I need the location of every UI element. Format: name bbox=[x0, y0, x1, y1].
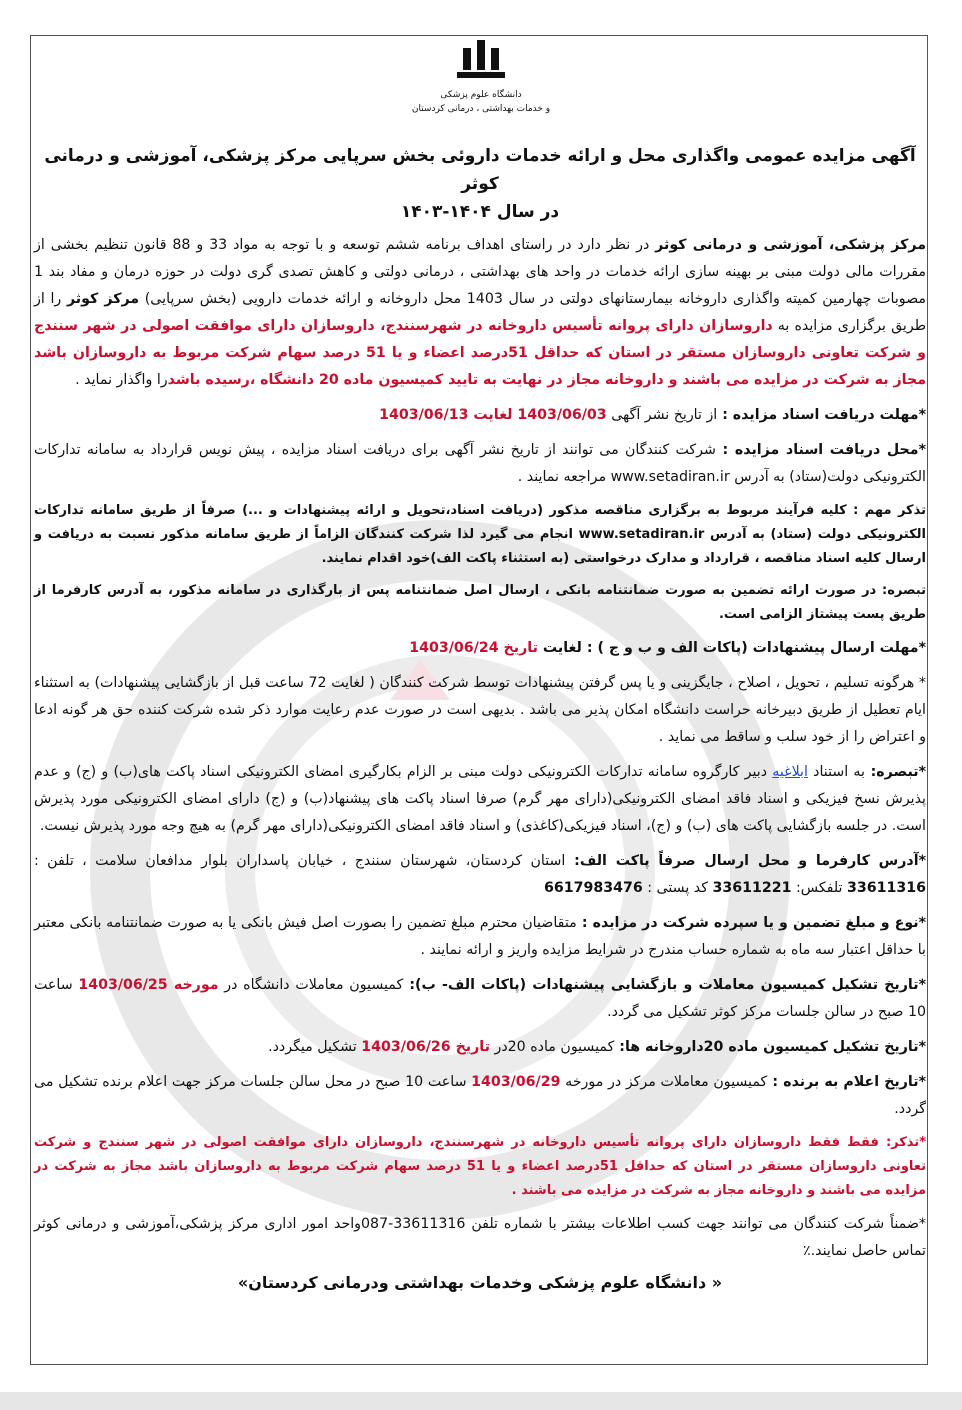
intro-eligibility: داروسازان دارای پروانه تأسیس داروخانه در شهرسنندج، داروسازان دارای موافقت اصولی در شهر سنندج و شرکت تعاونی داروسازان مستقر در استان که حداقل 51درصد اعضاء و یا 51 درصد سهام شرکت مربوط به داروسازان باشد مجاز به شرکت در مزایده می باشند و داروخانه مجاز در نهایت به تایید کمیسیون ماده 20 دانشگاه ،رسیده باشد bbox=[34, 318, 926, 388]
intro-text: در نظر دارد در راستای اهداف برنامه ششم توسعه و با توجه به مواد 33 و 88 قانون تنظیم بخشی از مقررات مالی دولت مبنی بر بهینه سازی ارائه خدمات در واحد های بهداشتی ، درمانی دولتی و کاهش تصدی گری دولت در حوزه درمان و مفاد بند 1 مصوبات چهارمین کمیته واگذاری داروخانه بیمارستانهای دولتی در سال 1403 محل داروخانه و ارائه خدمات دارویی (بخش سرپایی) bbox=[34, 237, 926, 307]
doc-deadline bbox=[34, 402, 926, 429]
footer-university: « دانشگاه علوم پزشکی وخدمات بهداشتی ودرمانی کردستان» bbox=[237, 1273, 723, 1292]
guarantee-text: متقاضیان محترم مبلغ تضمین را بصورت اصل فیش بانکی یا به صورت ضمانتنامه بانکی معتبر با حداقل اعتبار سه ماه به شماره حساب مندرج در شرایط مزایده واریز و ارائه نمایند . bbox=[34, 915, 926, 958]
university-name-line1: دانشگاه علوم پزشکی bbox=[440, 90, 522, 100]
doc-place-label: *محل دریافت اسناد مزایده : bbox=[715, 442, 926, 458]
doc-deadline-dates: 1403/06/03 لغایت 1403/06/13 bbox=[379, 407, 607, 423]
doc-place-text: شرکت کنندگان می توانند از تاریخ نشر آگهی برای دریافت اسناد مزایده ، پیش نویس قرارداد به سامانه تدارکات الکترونیکی دولت(ستاد) به آدرس www.setadiran.ir مراجعه نمایند . bbox=[34, 442, 926, 485]
notice-title-line1: آگهی مزایده عمومی واگذاری محل و ارائه خدمات داروئی بخش سرپایی مرکز پزشکی، آموزشی و درمانی کوثر bbox=[44, 146, 916, 194]
doc-deadline-label: *مهلت دریافت اسناد مزایده : bbox=[717, 407, 926, 423]
bottom-scroll-bar bbox=[0, 1392, 962, 1410]
offer-deadline bbox=[34, 635, 926, 662]
electronic-note-text1: به استناد bbox=[807, 764, 865, 780]
intro-text3: را واگذار نماید . bbox=[75, 372, 168, 388]
winner-text1: کمیسیون معاملات مرکز در مورخه bbox=[560, 1074, 768, 1090]
university-name-line2: و خدمات بهداشتی ، درمانی کردستان bbox=[411, 104, 551, 114]
commission-text2: ساعت 10 صبح در سالن جلسات مرکز کوثر تشکیل می گردد. bbox=[34, 977, 926, 1020]
article20-date: تاریخ 1403/06/26 bbox=[361, 1039, 490, 1055]
commission-info bbox=[34, 972, 926, 1026]
address-postal-label: کد پستی : bbox=[642, 880, 713, 896]
doc-deadline-text: از تاریخ نشر آگهی bbox=[606, 407, 718, 423]
guarantee-note: تبصره: در صورت ارائه تضمین به صورت ضمانتنامه بانکی ، ارسال اصل ضمانتنامه پس از بارگذاری در سامانه مذکور، به آدرس کارفرما از طریق پست پیشتاز الزامی است. bbox=[34, 583, 926, 622]
winner-info bbox=[34, 1069, 926, 1123]
important-reminder bbox=[34, 499, 926, 571]
article20-info bbox=[34, 1034, 926, 1061]
intro-lead: مرکز پزشکی، آموزشی و درمانی کوثر bbox=[655, 237, 926, 253]
address-text: استان کردستان، شهرستان سنندج ، خیابان پاسداران بلوار مدافعان سلامت ، تلفن : bbox=[34, 853, 566, 869]
electronic-note-label: *تبصره: bbox=[864, 764, 926, 780]
final-note: *تذکر: فقط فقط داروسازان دارای پروانه تأسیس داروخانه در شهرسنندج، داروسازان دارای موافقت اصولی در شهر سنندج و شرکت تعاونی داروسازان مستقر در استان که حداقل 51درصد اعضاء و یا 51 درصد سهام شرکت مربوط به داروسازان باشد مجاز به شرکت در مزایده می باشند و داروخانه مجاز به شرکت در مزایده می باشند . bbox=[34, 1135, 926, 1198]
offer-deadline-label: *مهلت ارسال پیشنهادات (پاکات الف و ب و ج ) : لغایت bbox=[537, 640, 926, 656]
winner-date: 1403/06/29 bbox=[471, 1074, 561, 1090]
contact-info: *ضمناً شرکت کنندگان می توانند جهت کسب اطلاعات بیشتر با شماره تلفن 33611316-087واحد امور اداری مرکز پزشکی،آموزشی و درمانی کوثر تماس حاصل نمایند.٪ bbox=[34, 1216, 927, 1259]
address-fax-label: تلفکس: bbox=[791, 880, 848, 896]
article20-text1: کمیسیون ماده 20در bbox=[489, 1039, 615, 1055]
delivery-rules: * هرگونه تسلیم ، تحویل ، اصلاح ، جایگزینی و یا پس گرفتن پیشنهادات توسط شرکت کنندگان ( لغایت 72 ساعت قبل از بازگشایی پیشنهادات) به استثناء ایام تعطیل از طریق دبیرخانه حراست دانشگاه امکان پذیر می باشد . بدیهی است در صورت عدم رعایت موارد ذکر شده شرکت کننده حق هر گونه ادعا و اعتراض را از خود سلب و ساقط می نماید . bbox=[34, 675, 926, 745]
winner-text2: ساعت 10 صبح در محل سالن جلسات مرکز جهت اعلام برنده تشکیل می گردد. bbox=[34, 1074, 926, 1117]
guarantee-label: *نوع و مبلغ تضمین و یا سپرده شرکت در مزایده : bbox=[576, 915, 926, 931]
electronic-signature-note bbox=[34, 759, 926, 840]
notice-title-line2: در سال ۱۴۰۴-۱۴۰۳ bbox=[400, 202, 560, 222]
intro-lead2: مرکز کوثر bbox=[66, 291, 140, 307]
address-label: *آدرس کارفرما و محل ارسال صرفاً پاکت الف: bbox=[565, 853, 926, 869]
reminder-text: کلیه فرآیند مربوط به برگزاری مناقصه مذکور (دریافت اسناد،تحویل و ارائه پیشنهادات و ...) صرفاً از طریق سامانه تدارکات الکترونیکی دولت (ستاد) به آدرس www.setadiran.ir انجام می گیرد لذا شرکت کنندگان الزاماً از طریق سامانه مذکور نسبت به دریافت و ارسال کلیه اسناد مناقصه ، قرارداد و مدارک درخواستی (به استثناء پاکت الف)خود اقدام نمایند. bbox=[34, 503, 926, 566]
reminder-label: تذکر مهم : bbox=[846, 503, 926, 518]
intro-text2: را از طریق برگزاری مزایده به bbox=[34, 291, 926, 334]
address-postal: 6617983476 bbox=[544, 880, 643, 896]
university-logo-icon bbox=[453, 40, 509, 84]
commission-date: مورخه 1403/06/25 bbox=[78, 977, 219, 993]
notification-link[interactable]: ابلاغیه bbox=[772, 764, 808, 780]
commission-label: *تاریخ تشکیل کمیسیون معاملات و بازگشایی پیشنهادات (پاکات الف- ب): bbox=[403, 977, 926, 993]
offer-deadline-date: تاریخ 1403/06/24 bbox=[409, 640, 538, 656]
doc-place bbox=[34, 437, 926, 491]
article20-label: *تاریخ تشکیل کمیسیون ماده 20داروخانه ها: bbox=[614, 1039, 926, 1055]
intro-paragraph bbox=[34, 232, 926, 394]
guarantee-info bbox=[34, 910, 926, 964]
employer-address bbox=[34, 848, 926, 902]
header bbox=[0, 40, 962, 116]
electronic-note-text2: دبیر کارگروه سامانه تدارکات الکترونیکی دولت مبنی بر الزام بکارگیری امضای الکترونیکی اسناد پاکت های(ب) و (ج) و عدم پذیرش نسخ فیزیکی و اسناد فاقد امضای الکترونیکی(دارای مهر گرم) صرفا اسناد پاکت های پیشنهاد(ب) و (ج) دارای امضای الکترونیکی مورد پذیرش است. در جلسه بازگشایی پاکت های (ب) و (ج)، اسناد فیزیکی(کاغذی) و اسناد فاقد امضای الکترونیکی(دارای مهر گرم) به هیچ وجه مورد پذیرش نیست. bbox=[34, 764, 926, 834]
notice-body bbox=[34, 142, 926, 1292]
article20-text2: تشکیل میگردد. bbox=[268, 1039, 362, 1055]
address-phone: 33611316 bbox=[847, 880, 926, 896]
winner-label: *تاریخ اعلام به برنده : bbox=[767, 1074, 927, 1090]
address-fax: 33611221 bbox=[712, 880, 792, 896]
commission-text1: کمیسیون معاملات دانشگاه در bbox=[218, 977, 404, 993]
